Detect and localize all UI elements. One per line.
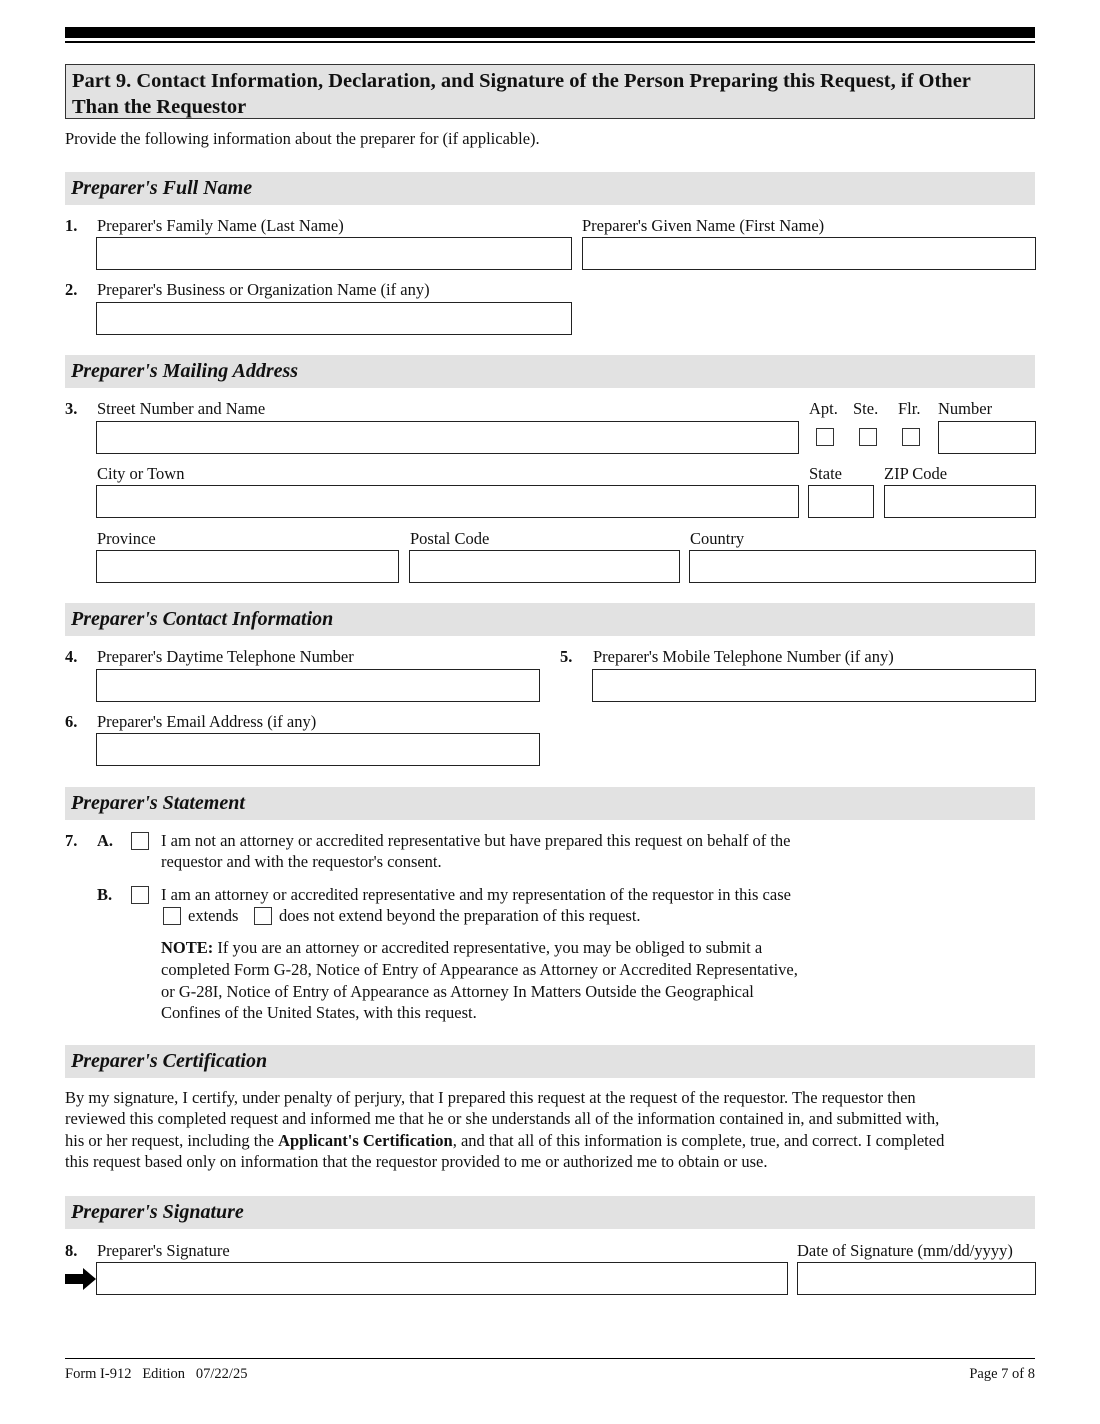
note-line1	[161, 940, 762, 957]
extends-checkbox[interactable]	[163, 907, 181, 925]
q4-number: 4.	[65, 647, 78, 666]
option-a-line2: requestor and with the requestor's consent.	[161, 852, 442, 871]
signature-label: Preparer's Signature	[97, 1241, 230, 1260]
street-label: Street Number and Name	[97, 399, 266, 418]
section-full-name-heading: Preparer's Full Name	[71, 177, 253, 199]
q7-number: 7.	[65, 831, 78, 850]
option-b-checkbox[interactable]	[131, 886, 149, 904]
does-not-extend-label: does not extend beyond the preparation of this request.	[279, 906, 641, 925]
q5-number: 5.	[560, 647, 573, 666]
q6-number: 6.	[65, 712, 78, 731]
flr-checkbox[interactable]	[902, 428, 920, 446]
postal-code-field[interactable]	[409, 550, 680, 583]
top-thin-rule	[65, 41, 1035, 43]
given-name-label: Preparer's Given Name (First Name)	[582, 216, 825, 235]
section-certification	[65, 1045, 1035, 1078]
email-label: Preparer's Email Address (if any)	[97, 712, 317, 731]
certification-line2: reviewed this completed request and informed me that he or she understands all of the information contained in, and submitted with,	[65, 1109, 940, 1128]
section-signature	[65, 1196, 1035, 1229]
part-title-line1: Part 9. Contact Information, Declaration, and Signature of the Person Preparing this Request, if Other	[72, 70, 971, 92]
apt-label: Apt.	[809, 399, 838, 418]
option-a-line1: I am not an attorney or accredited representative but have prepared this request on behalf of the	[161, 831, 791, 850]
daytime-phone-field[interactable]	[96, 669, 540, 702]
q8-number: 8.	[65, 1241, 78, 1260]
apt-checkbox[interactable]	[816, 428, 834, 446]
state-field[interactable]	[808, 485, 874, 518]
certification-line1: By my signature, I certify, under penalty of perjury, that I prepared this request at the request of the requestor. The requestor then	[65, 1088, 916, 1107]
option-a-checkbox[interactable]	[131, 832, 149, 850]
note-line4: Confines of the United States, with this request.	[161, 1003, 477, 1022]
number-label: Number	[938, 399, 993, 418]
certification-line3	[65, 1133, 944, 1150]
flr-label: Flr.	[898, 399, 921, 418]
option-a-letter: A.	[97, 831, 114, 850]
daytime-phone-label: Preparer's Daytime Telephone Number	[97, 647, 354, 666]
part-title-line2: Than the Requestor	[72, 96, 247, 118]
signature-date-field[interactable]	[797, 1262, 1036, 1295]
applicants-certification-ref: Applicant's Certification	[278, 1131, 453, 1150]
business-name-label: Preparer's Business or Organization Name (if any)	[97, 280, 430, 299]
section-signature-heading: Preparer's Signature	[71, 1201, 244, 1223]
postal-code-label: Postal Code	[410, 529, 490, 548]
q3-number: 3.	[65, 399, 78, 418]
note-label: NOTE:	[161, 938, 214, 957]
given-name-field[interactable]	[582, 237, 1036, 270]
extends-label: extends	[188, 906, 239, 925]
q2-number: 2.	[65, 280, 78, 299]
zip-label: ZIP Code	[884, 464, 948, 483]
section-statement-heading: Preparer's Statement	[71, 792, 245, 814]
family-name-field[interactable]	[96, 237, 572, 270]
signature-date-label: Date of Signature (mm/dd/yyyy)	[797, 1241, 1013, 1260]
unit-number-field[interactable]	[938, 421, 1036, 454]
q1-number: 1.	[65, 216, 78, 235]
city-field[interactable]	[96, 485, 799, 518]
option-b-letter: B.	[97, 885, 113, 904]
street-field[interactable]	[96, 421, 799, 454]
footer-form-id: Form I-912 Edition 07/22/25	[65, 1366, 248, 1382]
footer-rule	[65, 1358, 1035, 1359]
note-line1-text: If you are an attorney or accredited representative, you may be obliged to submit a	[213, 938, 763, 957]
part-header	[65, 64, 1035, 119]
ste-checkbox[interactable]	[859, 428, 877, 446]
province-field[interactable]	[96, 550, 399, 583]
note-line2: completed Form G-28, Notice of Entry of Appearance as Attorney or Accredited Representative,	[161, 960, 798, 979]
certification-line4: this request based only on information that the requestor provided to me or authorized me to obtain or use.	[65, 1152, 768, 1171]
section-mailing-heading: Preparer's Mailing Address	[71, 360, 299, 382]
business-name-field[interactable]	[96, 302, 572, 335]
family-name-label: Preparer's Family Name (Last Name)	[97, 216, 344, 235]
section-mailing-address	[65, 355, 1035, 388]
section-statement	[65, 787, 1035, 820]
section-full-name	[65, 172, 1035, 205]
footer-page-number: Page 7 of 8	[969, 1366, 1035, 1382]
certification-line3-post: , and that all of this information is complete, true, and correct. I completed	[452, 1131, 945, 1150]
mobile-phone-field[interactable]	[592, 669, 1036, 702]
top-thick-rule	[65, 27, 1035, 38]
signature-field[interactable]	[96, 1262, 788, 1295]
section-contact	[65, 603, 1035, 636]
country-label: Country	[690, 529, 745, 548]
country-field[interactable]	[689, 550, 1036, 583]
zip-field[interactable]	[884, 485, 1036, 518]
section-contact-heading: Preparer's Contact Information	[71, 608, 334, 630]
city-label: City or Town	[97, 464, 185, 483]
does-not-extend-checkbox[interactable]	[254, 907, 272, 925]
state-label: State	[809, 464, 842, 483]
province-label: Province	[97, 529, 156, 548]
ste-label: Ste.	[853, 399, 879, 418]
mobile-phone-label: Preparer's Mobile Telephone Number (if any)	[593, 647, 894, 666]
note-line3: or G-28I, Notice of Entry of Appearance as Attorney In Matters Outside the Geographical	[161, 982, 754, 1001]
part-intro: Provide the following information about the preparer for (if applicable).	[65, 129, 540, 148]
option-b-line1: I am an attorney or accredited representative and my representation of the requestor in this case	[161, 885, 791, 904]
certification-line3-pre: his or her request, including the	[65, 1131, 279, 1150]
email-field[interactable]	[96, 733, 540, 766]
arrow-right-icon	[65, 1267, 97, 1291]
section-certification-heading: Preparer's Certification	[71, 1050, 268, 1072]
